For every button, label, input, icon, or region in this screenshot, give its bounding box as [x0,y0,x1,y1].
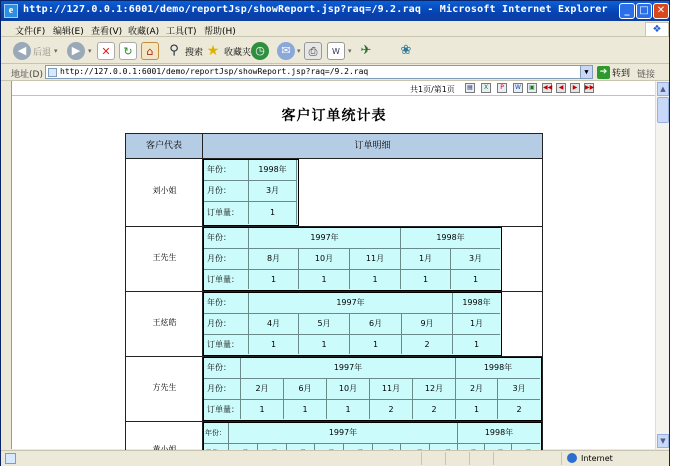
go-button[interactable]: ➔ 转到 [597,65,630,79]
page-status-icon [5,453,16,464]
year-label: 年份： [204,293,249,314]
report-toolbar [12,83,656,96]
status-divider [561,452,562,465]
order-subtable [203,159,299,226]
mail-icon: ✉ [277,42,295,60]
qty-cell: 2 [516,405,522,414]
order-subtable [203,227,502,291]
year-label: 年份： [204,423,229,444]
address-label: 地址(D) [11,70,43,80]
month-cell: 1月 [453,314,500,335]
home-button[interactable] [141,41,159,61]
qty-cell: 1 [249,202,297,224]
toolbar [1,38,669,64]
print-report-icon[interactable]: ▤ [465,83,475,93]
export-excel-icon[interactable]: X [481,83,491,93]
title-bar[interactable] [1,1,669,21]
next-page-icon[interactable]: ▶ [570,83,580,93]
history-button[interactable] [251,41,269,61]
year-cell: 1997年 [229,423,458,444]
status-divider [469,452,470,465]
security-zone: Internet [567,453,613,463]
qty-cell: 1 [249,335,299,354]
month-cell: 8月 [249,249,299,270]
year-cell: 1997年 [249,293,453,314]
menu-edit[interactable]: 编辑(E) [53,27,84,37]
qty-cell: 1 [350,270,401,289]
messenger-icon: ✈ [360,43,372,58]
menu-bar [1,21,669,37]
month-cell: 12月 [413,379,456,400]
status-divider [421,452,422,465]
agent-name: 方先生 [152,383,177,392]
discuss-button[interactable] [357,41,375,61]
year-label: 年份： [204,160,249,181]
month-cell: 6月 [284,379,327,400]
minimize-button[interactable]: _ [619,3,635,19]
qty-cell: 1 [350,335,402,354]
month-cell: 10月 [299,249,350,270]
qty-cell: 1 [284,400,327,419]
report-title: 客户订单统计表 [281,108,387,124]
back-button[interactable]: ◀ 后退 ▾ [13,41,58,61]
favorites-button[interactable]: ★ 收藏夹 [204,41,251,61]
refresh-icon: ↻ [119,42,137,60]
year-label: 年份： [204,358,241,379]
qty-cell: 1 [249,270,299,289]
order-subtable [203,292,502,356]
qty-cell: 1 [299,270,350,289]
window-title: http://127.0.0.1:6001/demo/reportJsp/showReport.jsp?raq=/9.2.raq - Microsoft Internet Explorer [23,4,608,15]
back-dropdown-icon[interactable]: ▾ [54,47,58,55]
order-subtable [203,357,542,421]
maximize-button[interactable]: □ [636,3,652,19]
qty-cell: 1 [472,275,479,284]
prev-page-icon[interactable]: ◀ [556,83,566,93]
year-cell: 1998年 [458,423,540,444]
mail-button[interactable] [277,41,301,61]
menu-favorites[interactable]: 收藏(A) [128,27,160,37]
history-icon: ◷ [251,42,269,60]
scroll-thumb[interactable] [657,97,669,123]
status-divider [493,452,494,465]
year-cell: 1998年 [401,228,500,249]
stop-icon: ✕ [97,42,115,60]
year-cell: 1998年 [453,293,500,314]
month-label: 月份： [204,314,249,335]
status-divider [445,452,446,465]
year-cell: 1997年 [241,358,456,379]
year-label: 年份： [204,228,249,249]
qty-cell: 1 [327,400,370,419]
year-cell: 1998年 [249,160,297,181]
globe-icon [567,453,577,463]
status-bar [1,450,669,466]
qty-cell: 2 [402,335,453,354]
scroll-down-icon[interactable]: ▼ [657,434,669,448]
research-button[interactable] [397,41,415,61]
last-page-icon[interactable]: ▶▶ [585,84,595,91]
month-cell: 5月 [299,314,350,335]
menu-tools[interactable]: 工具(T) [166,27,197,37]
vertical-scrollbar[interactable] [655,81,669,449]
search-icon: ⚲ [169,43,179,58]
forward-arrow-icon: ▶ [67,42,85,60]
menu-help[interactable]: 帮助(H) [204,27,236,37]
first-page-icon[interactable]: ◀◀ [543,84,553,91]
edit-document-icon: W [327,42,345,60]
scroll-up-icon[interactable]: ▲ [657,82,669,96]
windows-logo-icon: ❖ [645,22,669,37]
month-cell: 9月 [402,314,453,335]
export-word-icon[interactable]: W [513,83,523,93]
month-cell: 6月 [350,314,402,335]
home-icon: ⌂ [141,42,159,60]
qty-label: 订单量： [204,400,241,419]
internet-explorer-icon: e [4,4,18,18]
address-input[interactable]: http://127.0.0.1:6001/demo/reportJsp/showReport.jsp?raq=/9.2.raq ▼ [45,65,593,79]
edit-button[interactable] [327,41,352,61]
qty-label: 订单量： [204,202,249,224]
month-cell: 3月 [249,181,297,202]
close-button[interactable]: ✕ [653,3,669,19]
star-icon: ★ [206,43,220,59]
mail-dropdown-icon[interactable]: ▾ [297,47,301,55]
agent-name: 刘小姐 [152,186,177,195]
month-label: 月份： [204,249,249,270]
agent-name: 王先生 [152,253,177,262]
month-cell: 3月 [498,379,540,400]
links-button[interactable]: 链接 [637,70,656,80]
qty-cell: 2 [370,400,413,419]
qty-label: 订单量： [204,335,249,354]
month-label: 月份： [204,181,249,202]
search-button[interactable]: ⚲ 搜索 [165,41,203,61]
address-bar [1,64,669,81]
qty-cell: 1 [241,400,284,419]
qty-cell: 1 [401,270,451,289]
qty-cell: 1 [299,335,350,354]
print-icon: ⎙ [304,42,322,60]
year-cell: 1997年 [249,228,401,249]
go-arrow-icon: ➔ [597,66,610,79]
month-cell: 3月 [451,249,500,270]
print-button[interactable] [304,41,322,61]
address-dropdown-icon[interactable]: ▼ [580,66,592,78]
forward-dropdown-icon[interactable]: ▾ [88,47,92,55]
header-agent: 客户代表 [126,134,203,159]
refresh-button[interactable] [119,41,137,61]
month-cell: 4月 [249,314,299,335]
menu-view[interactable]: 查看(V) [91,27,123,37]
page-icon [48,68,57,77]
month-label: 月份： [204,379,241,400]
page-indicator: 共1页/第1页 [410,85,455,94]
month-cell: 2月 [456,379,498,400]
year-cell: 1998年 [456,358,540,379]
edit-dropdown-icon[interactable]: ▾ [348,47,352,55]
month-cell: 2月 [241,379,284,400]
month-cell: 11月 [370,379,413,400]
month-cell: 10月 [327,379,370,400]
save-report-icon[interactable]: ▣ [527,83,537,93]
stop-button[interactable] [97,41,115,61]
forward-button[interactable] [67,41,92,61]
agent-name: 王炫皓 [152,318,177,327]
back-arrow-icon: ◀ [13,42,31,60]
month-cell: 1月 [401,249,451,270]
header-detail: 订单明细 [203,134,542,159]
qty-cell: 1 [473,340,480,349]
export-pdf-icon[interactable]: P [497,83,507,93]
menu-file[interactable]: 文件(F) [15,27,46,37]
month-cell: 11月 [350,249,401,270]
research-icon: ❀ [400,43,412,58]
report-table [125,133,543,453]
qty-label: 订单量： [204,270,249,289]
page-content [11,81,655,449]
qty-cell: 1 [456,400,498,419]
qty-cell: 2 [413,400,456,419]
